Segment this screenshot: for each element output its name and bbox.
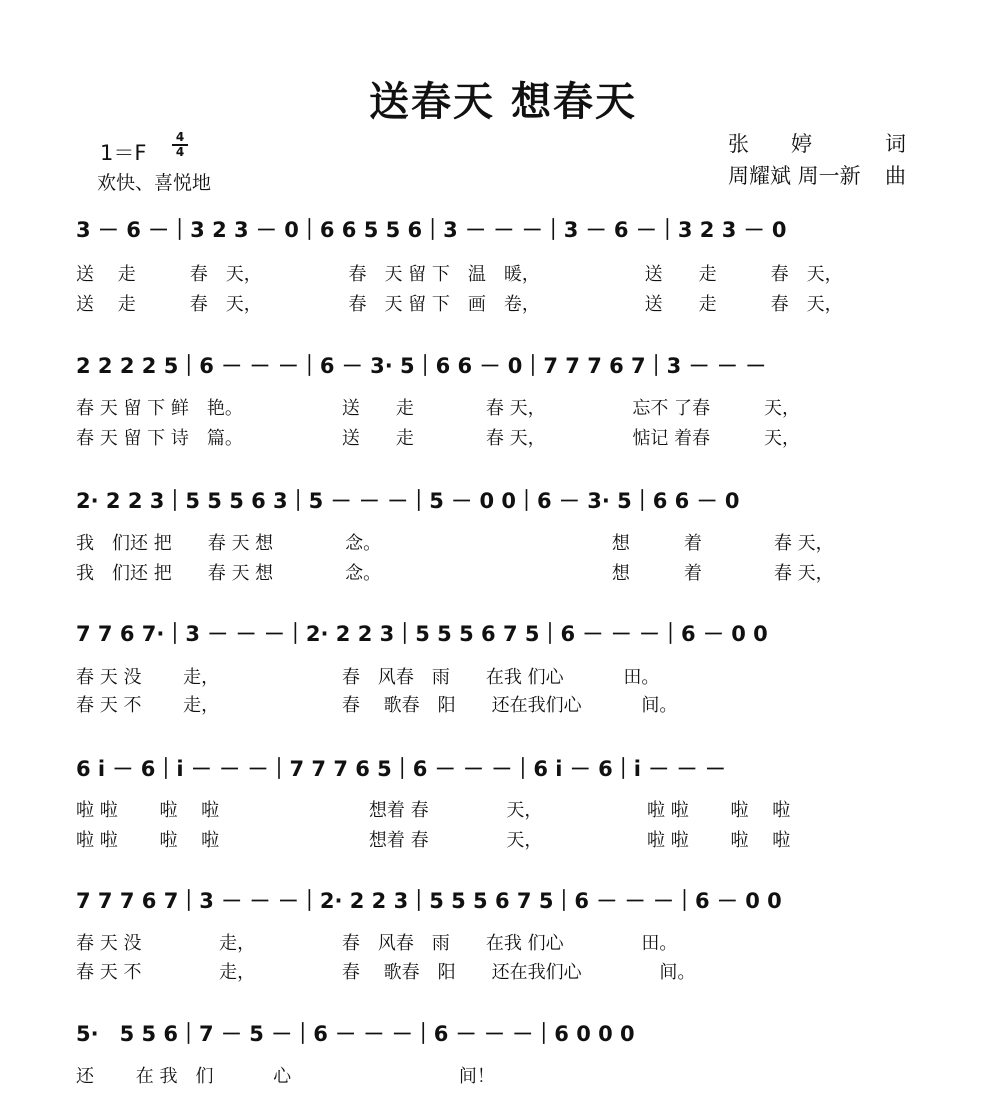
lyric-line-2: 送 走 春 天， 春 天 留 下 画 卷， 送 走 春 天， bbox=[76, 294, 843, 315]
notation-text: 7 7 6 7·｜3 － － －｜2· 2 2 3｜5 5 5 6 7 5｜6 － － －｜6 － 0 0 bbox=[76, 622, 768, 646]
key-signature: 1＝F bbox=[100, 141, 147, 165]
lyric-line-1: 春 天 没 走， 春 风春 雨 在我 们心 田。 bbox=[76, 933, 678, 954]
notation-text: 2 2 2 2 5｜6 － － －｜6 － 3· 5｜6 6 － 0｜7 7 7 6 7｜3 － － － bbox=[76, 354, 767, 378]
time-signature-bottom: 4 bbox=[175, 145, 185, 159]
notation-text: 5· 5 5 6｜7 － 5 －｜6 － － －｜6 － － －｜6 0 0 0 bbox=[76, 1022, 635, 1046]
lyric-line-2: 春 天 不 走， 春 歌春 阳 还在我们心 间。 bbox=[76, 695, 678, 716]
notation-row-3 bbox=[0, 488, 1006, 522]
composer-role: 曲 bbox=[885, 164, 906, 188]
notation-text: 3 － 6 －｜3 2 3 － 0｜6 6 5 5 6｜3 － － －｜3 － 6 －｜3 2 3 － 0 bbox=[76, 218, 787, 242]
notation-row-2 bbox=[0, 353, 1006, 387]
notation-row-7 bbox=[0, 1021, 1006, 1055]
lyricist-name: 张 婷 bbox=[728, 132, 812, 156]
lyric-line-1: 我 们还 把 春 天 想 念。 想 着 春 天， bbox=[76, 533, 834, 554]
lyric-line-2: 啦 啦 啦 啦 想着 春 天， 啦 啦 啦 啦 bbox=[76, 830, 791, 851]
time-signature bbox=[172, 132, 188, 158]
notation-text: 2· 2 2 3｜5 5 5 6 3｜5 － － －｜5 － 0 0｜6 － 3· 5｜6 6 － 0 bbox=[76, 489, 740, 513]
notation-row-4 bbox=[0, 621, 1006, 655]
page-title: 送春天 想春天 bbox=[369, 79, 637, 125]
lyric-line-1: 啦 啦 啦 啦 想着 春 天， 啦 啦 啦 啦 bbox=[76, 800, 791, 821]
lyric-line-1: 送 走 春 天， 春 天 留 下 温 暖， 送 走 春 天， bbox=[76, 264, 843, 285]
tempo-marking: 欢快、喜悦地 bbox=[97, 172, 212, 194]
lyric-line-1: 春 天 留 下 鲜 艳。 送 走 春 天， 忘不 了春 天， bbox=[76, 398, 801, 419]
lyricist-role: 词 bbox=[885, 132, 906, 156]
notation-row-5 bbox=[0, 756, 1006, 790]
lyric-line-2: 春 天 留 下 诗 篇。 送 走 春 天， 惦记 着春 天， bbox=[76, 428, 801, 449]
composer-name: 周耀斌 周一新 bbox=[728, 164, 861, 188]
lyric-line-1: 还 在 我 们 心 间！ bbox=[76, 1066, 495, 1087]
lyric-line-2: 春 天 不 走， 春 歌春 阳 还在我们心 间。 bbox=[76, 962, 696, 983]
notation-text: 7 7 7 6 7｜3 － － －｜2· 2 2 3｜5 5 5 6 7 5｜6 － － －｜6 － 0 0 bbox=[76, 889, 782, 913]
lyric-line-1: 春 天 没 走， 春 风春 雨 在我 们心 田。 bbox=[76, 667, 660, 688]
time-signature-top: 4 bbox=[175, 130, 185, 144]
notation-row-1 bbox=[0, 217, 1006, 251]
lyric-line-2: 我 们还 把 春 天 想 念。 想 着 春 天， bbox=[76, 563, 834, 584]
notation-text: 6 i － 6｜i － － －｜7 7 7 6 5｜6 － － －｜6 i － 6｜i － － － bbox=[76, 757, 726, 781]
notation-row-6 bbox=[0, 888, 1006, 922]
